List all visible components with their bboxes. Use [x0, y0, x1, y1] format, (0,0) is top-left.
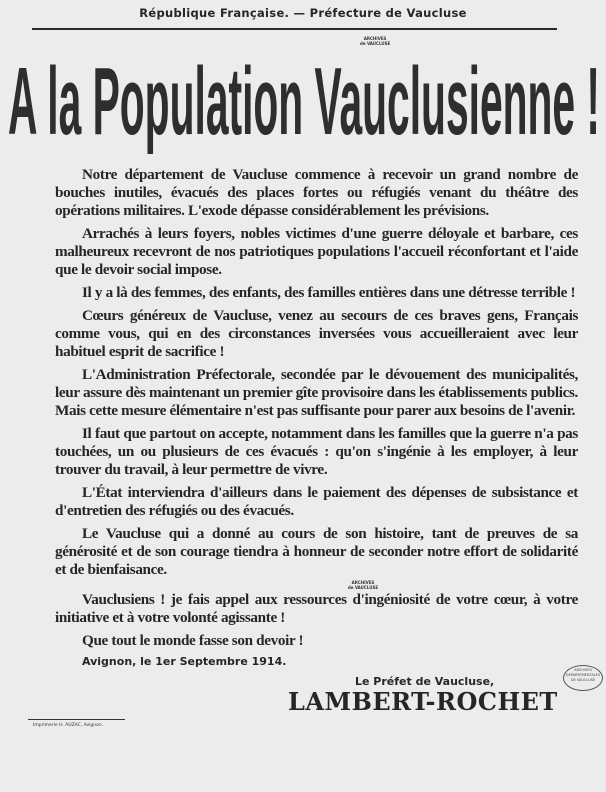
archive-stamp-line: ARCHIVES — [351, 580, 375, 585]
archive-stamp — [343, 580, 383, 590]
paragraph: Cœurs généreux de Vaucluse, venez au secours de ces braves gens, Français comme vous, qui en des circonstances inversées vous accueilleraient avec leur habituel esprit de sacrifice ! — [55, 307, 578, 360]
poster-body — [33, 166, 601, 737]
poster-title: A la Population Vauclusienne ! — [8, 48, 601, 155]
round-stamp-line: ARCHIVES — [574, 668, 592, 672]
paragraph: L'Administration Préfectorale, secondée par le dévouement des municipalités, leur assure dès maintenant un premier gîte provisoire dans les établissements publics. Mais cette mesure élémentaire n'est pas suffisante pour parer aux besoins de l'avenir. — [55, 366, 578, 419]
signature-name: LAMBERT-ROCHET — [288, 687, 558, 716]
paragraph: Il faut que partout on accepte, notamment dans les familles que la guerre n'a pas touchées, un ou plusieurs de ces évacués : qu'on s'ingénie à les employer, à leur trouver du travail, à leur permettre de vivre. — [55, 425, 578, 478]
paragraph: Notre département de Vaucluse commence à recevoir un grand nombre de bouches inutiles, évacués des places fortes ou réfugiés venant du théâtre des opérations militaires. L'exode dépasse considérablement les prévisions. — [55, 166, 578, 219]
printer-imprint: Imprimerie H. AUZAC, Avignon. — [33, 723, 104, 728]
paragraph: Vauclusiens ! je fais appel aux ressources d'ingéniosité de votre cœur, à votre initiative et à votre volonté agissante ! — [55, 591, 578, 626]
archive-stamp-line: ARCHIVES — [363, 36, 387, 41]
header-rule — [32, 28, 557, 30]
archive-stamp — [360, 36, 390, 46]
poster-header: République Française. — Préfecture de Vaucluse — [139, 6, 467, 20]
paragraph: Le Vaucluse qui a donné au cours de son histoire, tant de preuves de sa générosité et de son courage tiendra à honneur de seconder notre effort de solidarité et de bienfaisance. — [55, 525, 578, 578]
archive-stamp-line: de VAUCLUSE — [360, 41, 391, 46]
round-stamp-line: DE VAUCLUSE — [570, 678, 596, 682]
archives-round-stamp — [563, 665, 603, 691]
signature-block — [55, 668, 601, 716]
archive-stamp-line: de VAUCLUSE — [347, 585, 379, 590]
paragraph: L'État interviendra d'ailleurs dans le paiement des dépenses de subsistance et d'entretien des réfugiés ou des évacués. — [55, 484, 578, 519]
round-stamp-line: DEPARTEMENTALES — [565, 673, 601, 677]
paragraph: Il y a là des femmes, des enfants, des familles entières dans une détresse terrible ! — [82, 284, 576, 301]
paragraph: Arrachés à leurs foyers, nobles victimes d'une guerre déloyale et barbare, ces malheureux recevront de nos patriotiques populations l'accueil réconfortant et l'aide que le devoir social impose. — [55, 225, 578, 278]
imprint-rule — [28, 719, 125, 729]
paragraph: Que tout le monde fasse son devoir ! — [82, 632, 304, 649]
signature-title: Le Préfet de Vaucluse, — [355, 675, 495, 688]
date-line: Avignon, le 1er Septembre 1914. — [82, 655, 287, 668]
